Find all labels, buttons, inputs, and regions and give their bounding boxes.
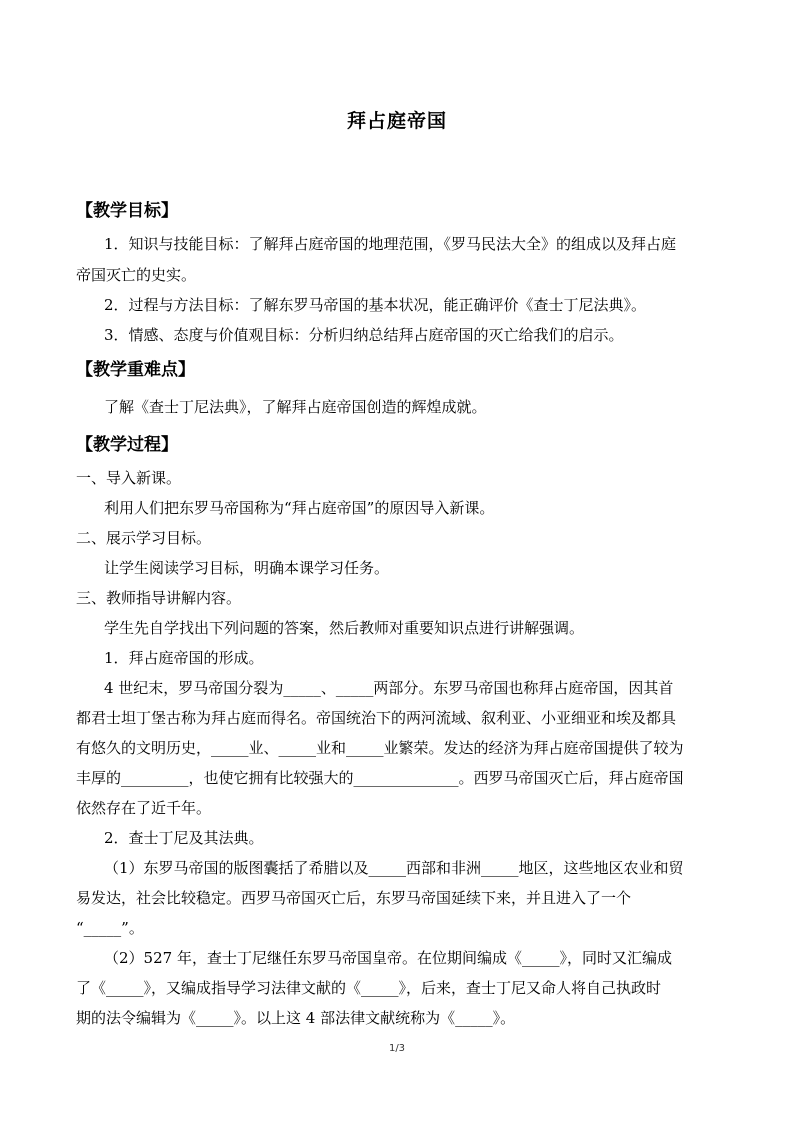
goal-3: 3．情感、态度与价值观目标：分析归纳总结拜占庭帝国的灭亡给我们的启示。: [104, 326, 624, 344]
subheading-justinian: 2．查士丁尼及其法典。: [104, 829, 264, 847]
formation-line-4: 丰厚的_________，也使它拥有比较强大的______________。西罗马帝国灭亡后，拜占庭帝国: [76, 769, 684, 787]
goal-1-line-1: 1．知识与技能目标：了解拜占庭帝国的地理范围，《罗马民法大全》的组成以及拜占庭: [104, 235, 677, 253]
justinian-p1-line-2: 易发达，社会比较稳定。西罗马帝国灭亡后，东罗马帝国延续下来，并且进入了一个: [76, 889, 632, 907]
key-points-text: 了解《查士丁尼法典》，了解拜占庭帝国创造的辉煌成就。: [104, 398, 487, 416]
step-1-text: 利用人们把东罗马帝国称为“拜占庭帝国”的原因导入新课。: [104, 499, 495, 517]
section-heading-key-points: 【教学重难点】: [76, 360, 195, 380]
step-2-text: 让学生阅读学习目标，明确本课学习任务。: [104, 559, 390, 577]
page-number: 1/3: [388, 1043, 406, 1054]
goal-2: 2．过程与方法目标：了解东罗马帝国的基本状况，能正确评价《查士丁尼法典》。: [104, 296, 647, 314]
page-title: 拜占庭帝国: [346, 110, 447, 132]
subheading-formation: 1．拜占庭帝国的形成。: [104, 649, 264, 667]
goal-1-line-2: 帝国灭亡的史实。: [76, 266, 197, 284]
section-heading-process: 【教学过程】: [76, 435, 178, 455]
justinian-p2-line-2: 了《_____》，又编成指导学习法律文献的《_____》，后来，查士丁尼又命人将自己执政时: [76, 979, 662, 997]
formation-line-3: 有悠久的文明历史，_____业、_____业和_____业繁荣。发达的经济为拜占庭帝国提供了较为: [76, 739, 684, 757]
formation-line-2: 都君士坦丁堡古称为拜占庭而得名。帝国统治下的两河流域、叙利亚、小亚细亚和埃及都具: [76, 709, 677, 727]
justinian-p1-line-1: （1）东罗马帝国的版图囊括了希腊以及_____西部和非洲_____地区，这些地区农业和贸: [104, 859, 684, 877]
justinian-p1-line-3: “_____”。: [76, 919, 144, 937]
step-3-heading: 三、教师指导讲解内容。: [76, 589, 242, 607]
step-3-text: 学生先自学找出下列问题的答案，然后教师对重要知识点进行讲解强调。: [104, 619, 585, 637]
section-heading-goals: 【教学目标】: [76, 201, 178, 221]
justinian-p2-line-3: 期的法令编辑为《_____》。以上这 4 部法律文献统称为《_____》。: [76, 1009, 516, 1027]
step-1-heading: 一、导入新课。: [76, 469, 182, 487]
formation-line-1: 4 世纪末，罗马帝国分裂为_____、_____两部分。东罗马帝国也称拜占庭帝国，因其首: [104, 679, 674, 697]
formation-line-5: 依然存在了近千年。: [76, 799, 212, 817]
step-2-heading: 二、展示学习目标。: [76, 529, 212, 547]
justinian-p2-line-1: （2）527 年，查士丁尼继任东罗马帝国皇帝。在位期间编成《_____》，同时又汇编成: [104, 949, 672, 967]
